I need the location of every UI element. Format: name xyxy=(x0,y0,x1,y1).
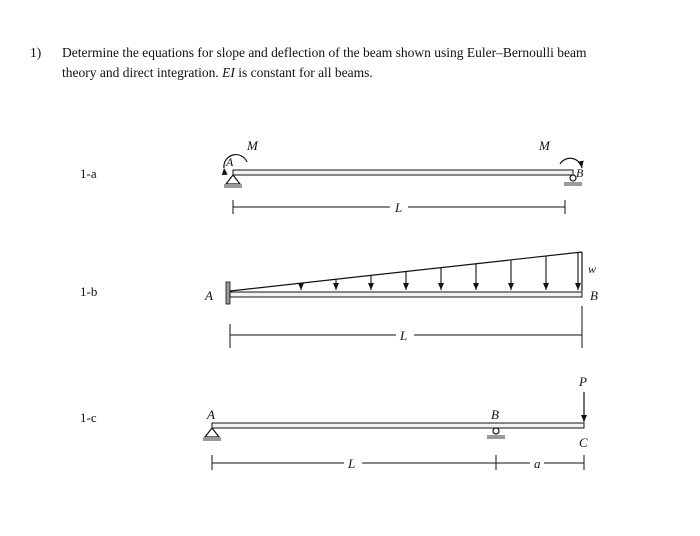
problem-number: 1) xyxy=(30,45,42,60)
case-label-1c: 1-c xyxy=(80,410,97,425)
point-label-a-1c: A xyxy=(207,407,215,422)
point-label-a-1a: A xyxy=(226,155,234,169)
roller-support-b-1c xyxy=(487,428,505,439)
diagram-1c xyxy=(203,374,588,471)
length-label-1a: L xyxy=(395,200,403,215)
problem-text-line2-suffix: is constant for all beams. xyxy=(234,65,373,80)
moment-label-right-1a: M xyxy=(539,138,550,153)
point-label-c-1c: C xyxy=(579,435,588,450)
case-label-1a: 1-a xyxy=(80,166,97,181)
pin-support-a-1c xyxy=(203,428,221,441)
problem-text-line2-prefix: theory and direct integration. xyxy=(62,65,223,80)
dimension-l-1a xyxy=(233,200,565,215)
point-label-b-1c: B xyxy=(491,407,499,422)
overhang-label-1c: a xyxy=(534,456,541,471)
load-label-1c: P xyxy=(579,374,587,389)
distributed-load-1b xyxy=(230,252,596,291)
load-label-1b: w xyxy=(588,262,597,276)
length-label-1b: L xyxy=(400,328,408,343)
diagram-1b xyxy=(204,252,598,348)
point-label-b-1a: B xyxy=(576,166,584,180)
point-label-a-1b: A xyxy=(205,288,213,303)
beam-1a xyxy=(233,170,573,175)
point-label-b-1b: B xyxy=(590,288,598,303)
dimension-l-a-1c xyxy=(212,455,584,471)
moment-label-left-1a: M xyxy=(247,138,258,153)
pin-support-a-1a xyxy=(224,175,242,188)
beam-1c xyxy=(212,423,584,428)
dimension-l-1b xyxy=(230,306,582,348)
case-label-1b: 1-b xyxy=(80,284,98,299)
fixed-support-a-1b xyxy=(226,282,230,304)
problem-text-line1: Determine the equations for slope and deflection of the beam shown using Euler–Bernoulli beam xyxy=(62,45,587,60)
ei-term: EI xyxy=(222,65,235,80)
beam-1b xyxy=(230,292,582,297)
length-label-1c: L xyxy=(348,456,356,471)
diagram-1a xyxy=(224,138,584,215)
